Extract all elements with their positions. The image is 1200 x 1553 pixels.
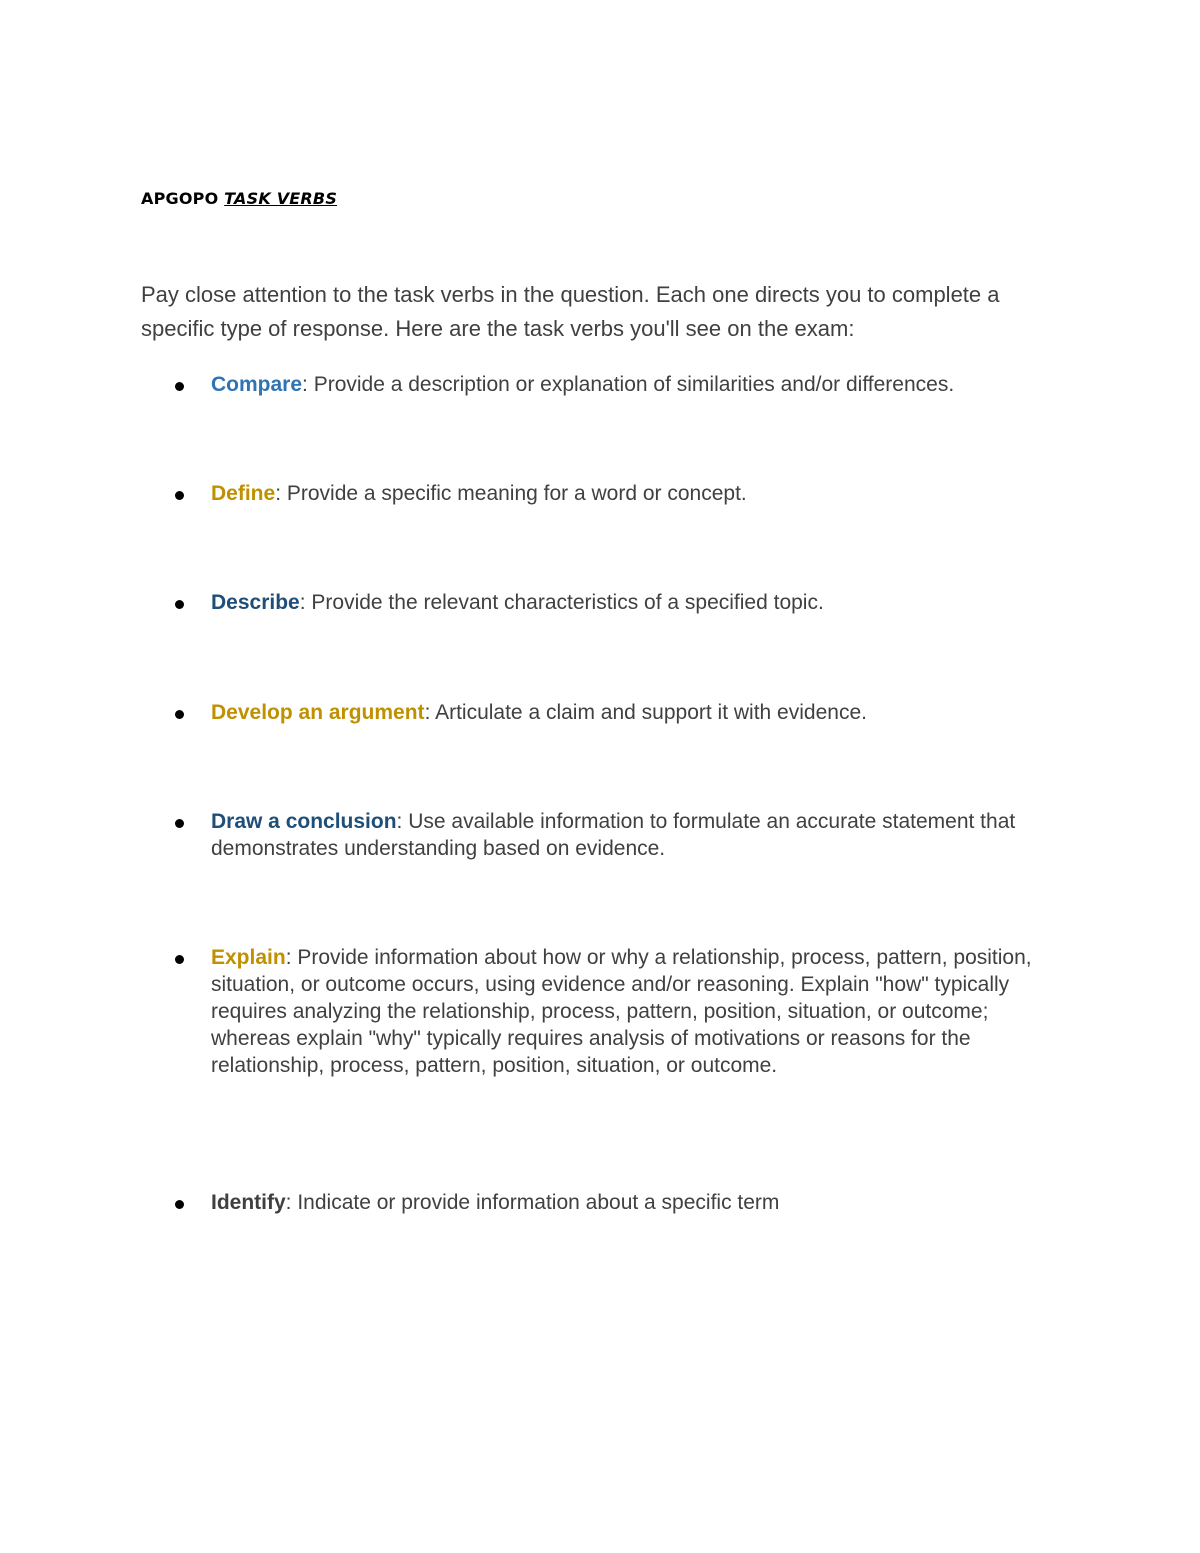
list-item-define xyxy=(211,480,1056,507)
verb-definition: : Provide the relevant characteristics of a specified topic. xyxy=(299,591,824,614)
bullet-icon xyxy=(175,491,184,500)
verb-term: Compare xyxy=(211,373,303,396)
document-title xyxy=(141,189,337,208)
verb-term: Draw a conclusion xyxy=(211,810,397,833)
bullet-icon xyxy=(175,1200,184,1209)
list-item-draw-conclusion xyxy=(211,808,1056,862)
verb-term: Define xyxy=(211,482,276,505)
verb-term: Develop an argument xyxy=(211,701,425,724)
bullet-icon xyxy=(175,600,184,609)
title-prefix: APGOPO xyxy=(141,189,219,208)
verb-definition: : Indicate or provide information about a specific term xyxy=(285,1191,780,1214)
verb-definition: : Provide a specific meaning for a word or concept. xyxy=(275,482,747,505)
verb-term: Explain xyxy=(211,946,286,969)
bullet-icon xyxy=(175,710,184,719)
list-item-develop-argument xyxy=(211,699,1056,726)
verb-term: Identify xyxy=(211,1191,286,1214)
list-item-identify xyxy=(211,1189,1056,1216)
verb-definition: : Use available information to formulate an accurate statement that demonstrates understanding based on evidence. xyxy=(211,810,1016,860)
list-item-describe xyxy=(211,589,1056,616)
bullet-icon xyxy=(175,819,184,828)
verb-definition: : Provide a description or explanation of similarities and/or differences. xyxy=(302,373,955,396)
verb-definition: : Provide information about how or why a relationship, process, pattern, position, situation, or outcome occurs, using evidence and/or reasoning. Explain "how" typically requires analyzing the relationship, process, pattern, position, situation, or outcome; whereas explain "why" typically requires analysis of motivations or reasons for the relationship, process, pattern, position, situation, or outcome. xyxy=(211,946,1032,1077)
verb-term: Describe xyxy=(211,591,300,614)
intro-paragraph: Pay close attention to the task verbs in the question. Each one directs you to complete a specific type of response. Here are the task verbs you'll see on the exam: xyxy=(141,282,1000,341)
bullet-icon xyxy=(175,955,184,964)
title-emphasis: TASK VERBS xyxy=(224,189,338,208)
list-item-explain xyxy=(211,944,1056,1079)
list-item-compare xyxy=(211,371,1056,398)
verb-definition: : Articulate a claim and support it with evidence. xyxy=(424,701,867,724)
bullet-icon xyxy=(175,382,184,391)
